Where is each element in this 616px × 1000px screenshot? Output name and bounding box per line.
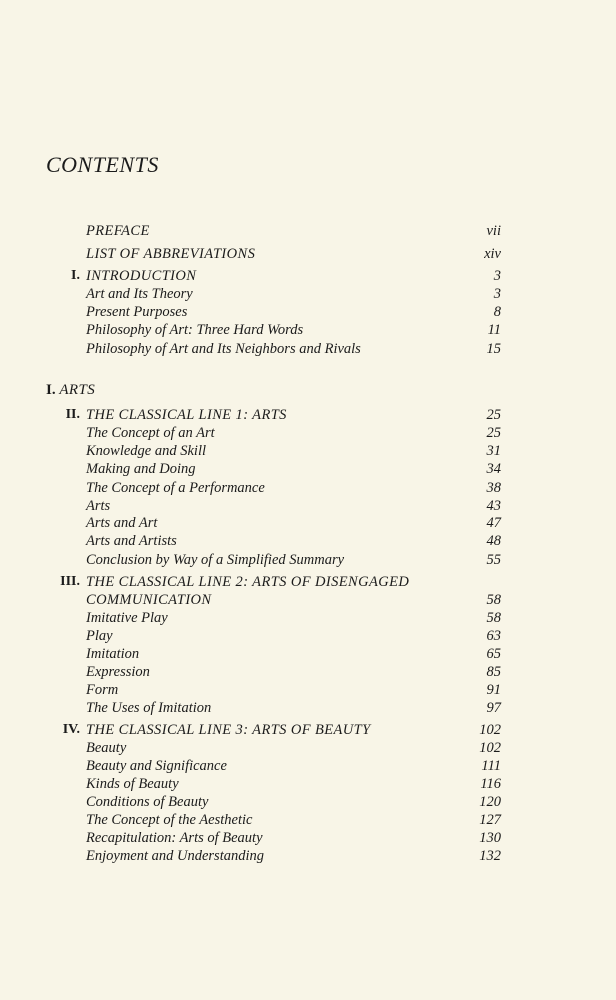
toc-entry-label: Expression xyxy=(86,664,150,680)
toc-entry-label: The Uses of Imitation xyxy=(86,700,212,716)
toc-entry[interactable] xyxy=(0,663,616,681)
toc-entry-page: 91 xyxy=(486,682,501,698)
toc-entry-page: 116 xyxy=(480,776,501,792)
toc-entry[interactable] xyxy=(0,497,616,515)
toc-entry-page: 8 xyxy=(493,304,501,320)
toc-entry[interactable] xyxy=(0,321,616,339)
toc-entry-label: Knowledge and Skill xyxy=(86,443,207,459)
chapter-title: THE CLASSICAL LINE 3: ARTS OF BEAUTY xyxy=(86,722,371,738)
chapter-number: IV. xyxy=(62,722,80,737)
toc-entry-label: Arts and Artists xyxy=(86,533,177,549)
toc-entry-page: 102 xyxy=(479,722,501,738)
toc-entry-label: Beauty xyxy=(86,740,127,756)
toc-entry-label: Philosophy of Art: Three Hard Words xyxy=(86,322,304,338)
toc-entry-page: 97 xyxy=(486,700,501,716)
toc-entry[interactable] xyxy=(0,532,616,550)
toc-entry-page: 11 xyxy=(487,322,501,338)
toc-entry[interactable] xyxy=(0,847,616,865)
toc-entry-page: 3 xyxy=(493,268,501,284)
toc-entry-page: 48 xyxy=(486,533,501,549)
toc-entry-page: 43 xyxy=(486,498,501,514)
toc-entry-page: 120 xyxy=(479,794,501,810)
toc-entry[interactable] xyxy=(0,479,616,497)
toc-chapter-3[interactable] xyxy=(0,573,616,591)
toc-entry-page: 63 xyxy=(486,628,501,644)
toc-entry[interactable] xyxy=(0,739,616,757)
toc-entry[interactable] xyxy=(0,757,616,775)
toc-entry-page: 111 xyxy=(481,758,501,774)
toc-entry[interactable] xyxy=(0,775,616,793)
toc-entry-page: 38 xyxy=(486,480,501,496)
toc-entry-page: 31 xyxy=(486,443,501,459)
toc-entry-preface[interactable] xyxy=(0,222,616,240)
toc-entry-label: Enjoyment and Understanding xyxy=(86,848,265,864)
toc-entry-page: 25 xyxy=(486,407,501,423)
toc-entry[interactable] xyxy=(0,514,616,532)
chapter-title: THE CLASSICAL LINE 2: ARTS OF DISENGAGED xyxy=(86,574,410,590)
toc-entry[interactable] xyxy=(0,442,616,460)
toc-entry-page: 3 xyxy=(493,286,501,302)
toc-entry-page: 132 xyxy=(479,848,501,864)
part-title: ARTS xyxy=(59,382,96,398)
toc-entry-page: 58 xyxy=(486,610,501,626)
toc-entry-label: Form xyxy=(86,682,119,698)
toc-entry-label: Philosophy of Art and Its Neighbors and Rivals xyxy=(86,341,361,357)
toc-entry-page: 85 xyxy=(486,664,501,680)
toc-entry-page: vii xyxy=(486,223,501,239)
toc-chapter-3-continued[interactable] xyxy=(0,591,616,609)
toc-chapter-introduction[interactable] xyxy=(0,267,616,285)
chapter-number: III. xyxy=(60,574,80,589)
toc-entry[interactable] xyxy=(0,829,616,847)
toc-entry-page: 25 xyxy=(486,425,501,441)
toc-entry-page: 55 xyxy=(486,552,501,568)
toc-entry-page: 102 xyxy=(479,740,501,756)
toc-entry-page: 130 xyxy=(479,830,501,846)
toc-entry-abbreviations[interactable] xyxy=(0,245,616,263)
toc-chapter-2[interactable] xyxy=(0,406,616,424)
toc-entry-label: Making and Doing xyxy=(86,461,196,477)
toc-entry-label: PREFACE xyxy=(86,223,150,239)
toc-entry-label: Imitative Play xyxy=(86,610,168,626)
toc-entry-page: 127 xyxy=(479,812,501,828)
part-heading[interactable] xyxy=(46,381,95,399)
chapter-title: THE CLASSICAL LINE 1: ARTS xyxy=(86,407,287,423)
toc-entry[interactable] xyxy=(0,460,616,478)
toc-entry-label: Play xyxy=(86,628,113,644)
toc-entry-page: xiv xyxy=(484,246,501,262)
toc-entry-label: Imitation xyxy=(86,646,140,662)
toc-entry-page: 47 xyxy=(486,515,501,531)
toc-entry[interactable] xyxy=(0,609,616,627)
toc-entry[interactable] xyxy=(0,285,616,303)
toc-entry-page: 15 xyxy=(486,341,501,357)
toc-entry-label: Arts and Art xyxy=(86,515,158,531)
toc-entry[interactable] xyxy=(0,645,616,663)
chapter-number: II. xyxy=(65,407,80,422)
toc-entry-label: The Concept of a Performance xyxy=(86,480,265,496)
toc-entry-label: Kinds of Beauty xyxy=(86,776,179,792)
toc-entry-label: Conditions of Beauty xyxy=(86,794,209,810)
toc-entry-label: Art and Its Theory xyxy=(86,286,193,302)
toc-entry[interactable] xyxy=(0,551,616,569)
chapter-title: INTRODUCTION xyxy=(86,268,197,284)
chapter-number: I. xyxy=(71,268,80,283)
page-title: CONTENTS xyxy=(46,152,159,177)
toc-entry-label: The Concept of an Art xyxy=(86,425,215,441)
toc-entry-page: 58 xyxy=(486,592,501,608)
toc-entry[interactable] xyxy=(0,811,616,829)
toc-entry[interactable] xyxy=(0,793,616,811)
toc-entry-label: Beauty and Significance xyxy=(86,758,227,774)
toc-entry[interactable] xyxy=(0,340,616,358)
toc-entry[interactable] xyxy=(0,303,616,321)
toc-entry-label: Arts xyxy=(86,498,111,514)
toc-entry-label: Conclusion by Way of a Simplified Summary xyxy=(86,552,345,568)
toc-entry-page: 34 xyxy=(486,461,501,477)
toc-entry[interactable] xyxy=(0,627,616,645)
toc-entry-label: Present Purposes xyxy=(86,304,188,320)
toc-entry-label: Recapitulation: Arts of Beauty xyxy=(86,830,263,846)
toc-entry[interactable] xyxy=(0,424,616,442)
toc-entry[interactable] xyxy=(0,699,616,717)
chapter-title-continued: COMMUNICATION xyxy=(86,592,212,608)
toc-entry-label: LIST OF ABBREVIATIONS xyxy=(86,246,256,262)
toc-entry-label: The Concept of the Aesthetic xyxy=(86,812,253,828)
toc-chapter-4[interactable] xyxy=(0,721,616,739)
part-number: I. xyxy=(46,382,56,398)
toc-entry[interactable] xyxy=(0,681,616,699)
toc-entry-page: 65 xyxy=(486,646,501,662)
